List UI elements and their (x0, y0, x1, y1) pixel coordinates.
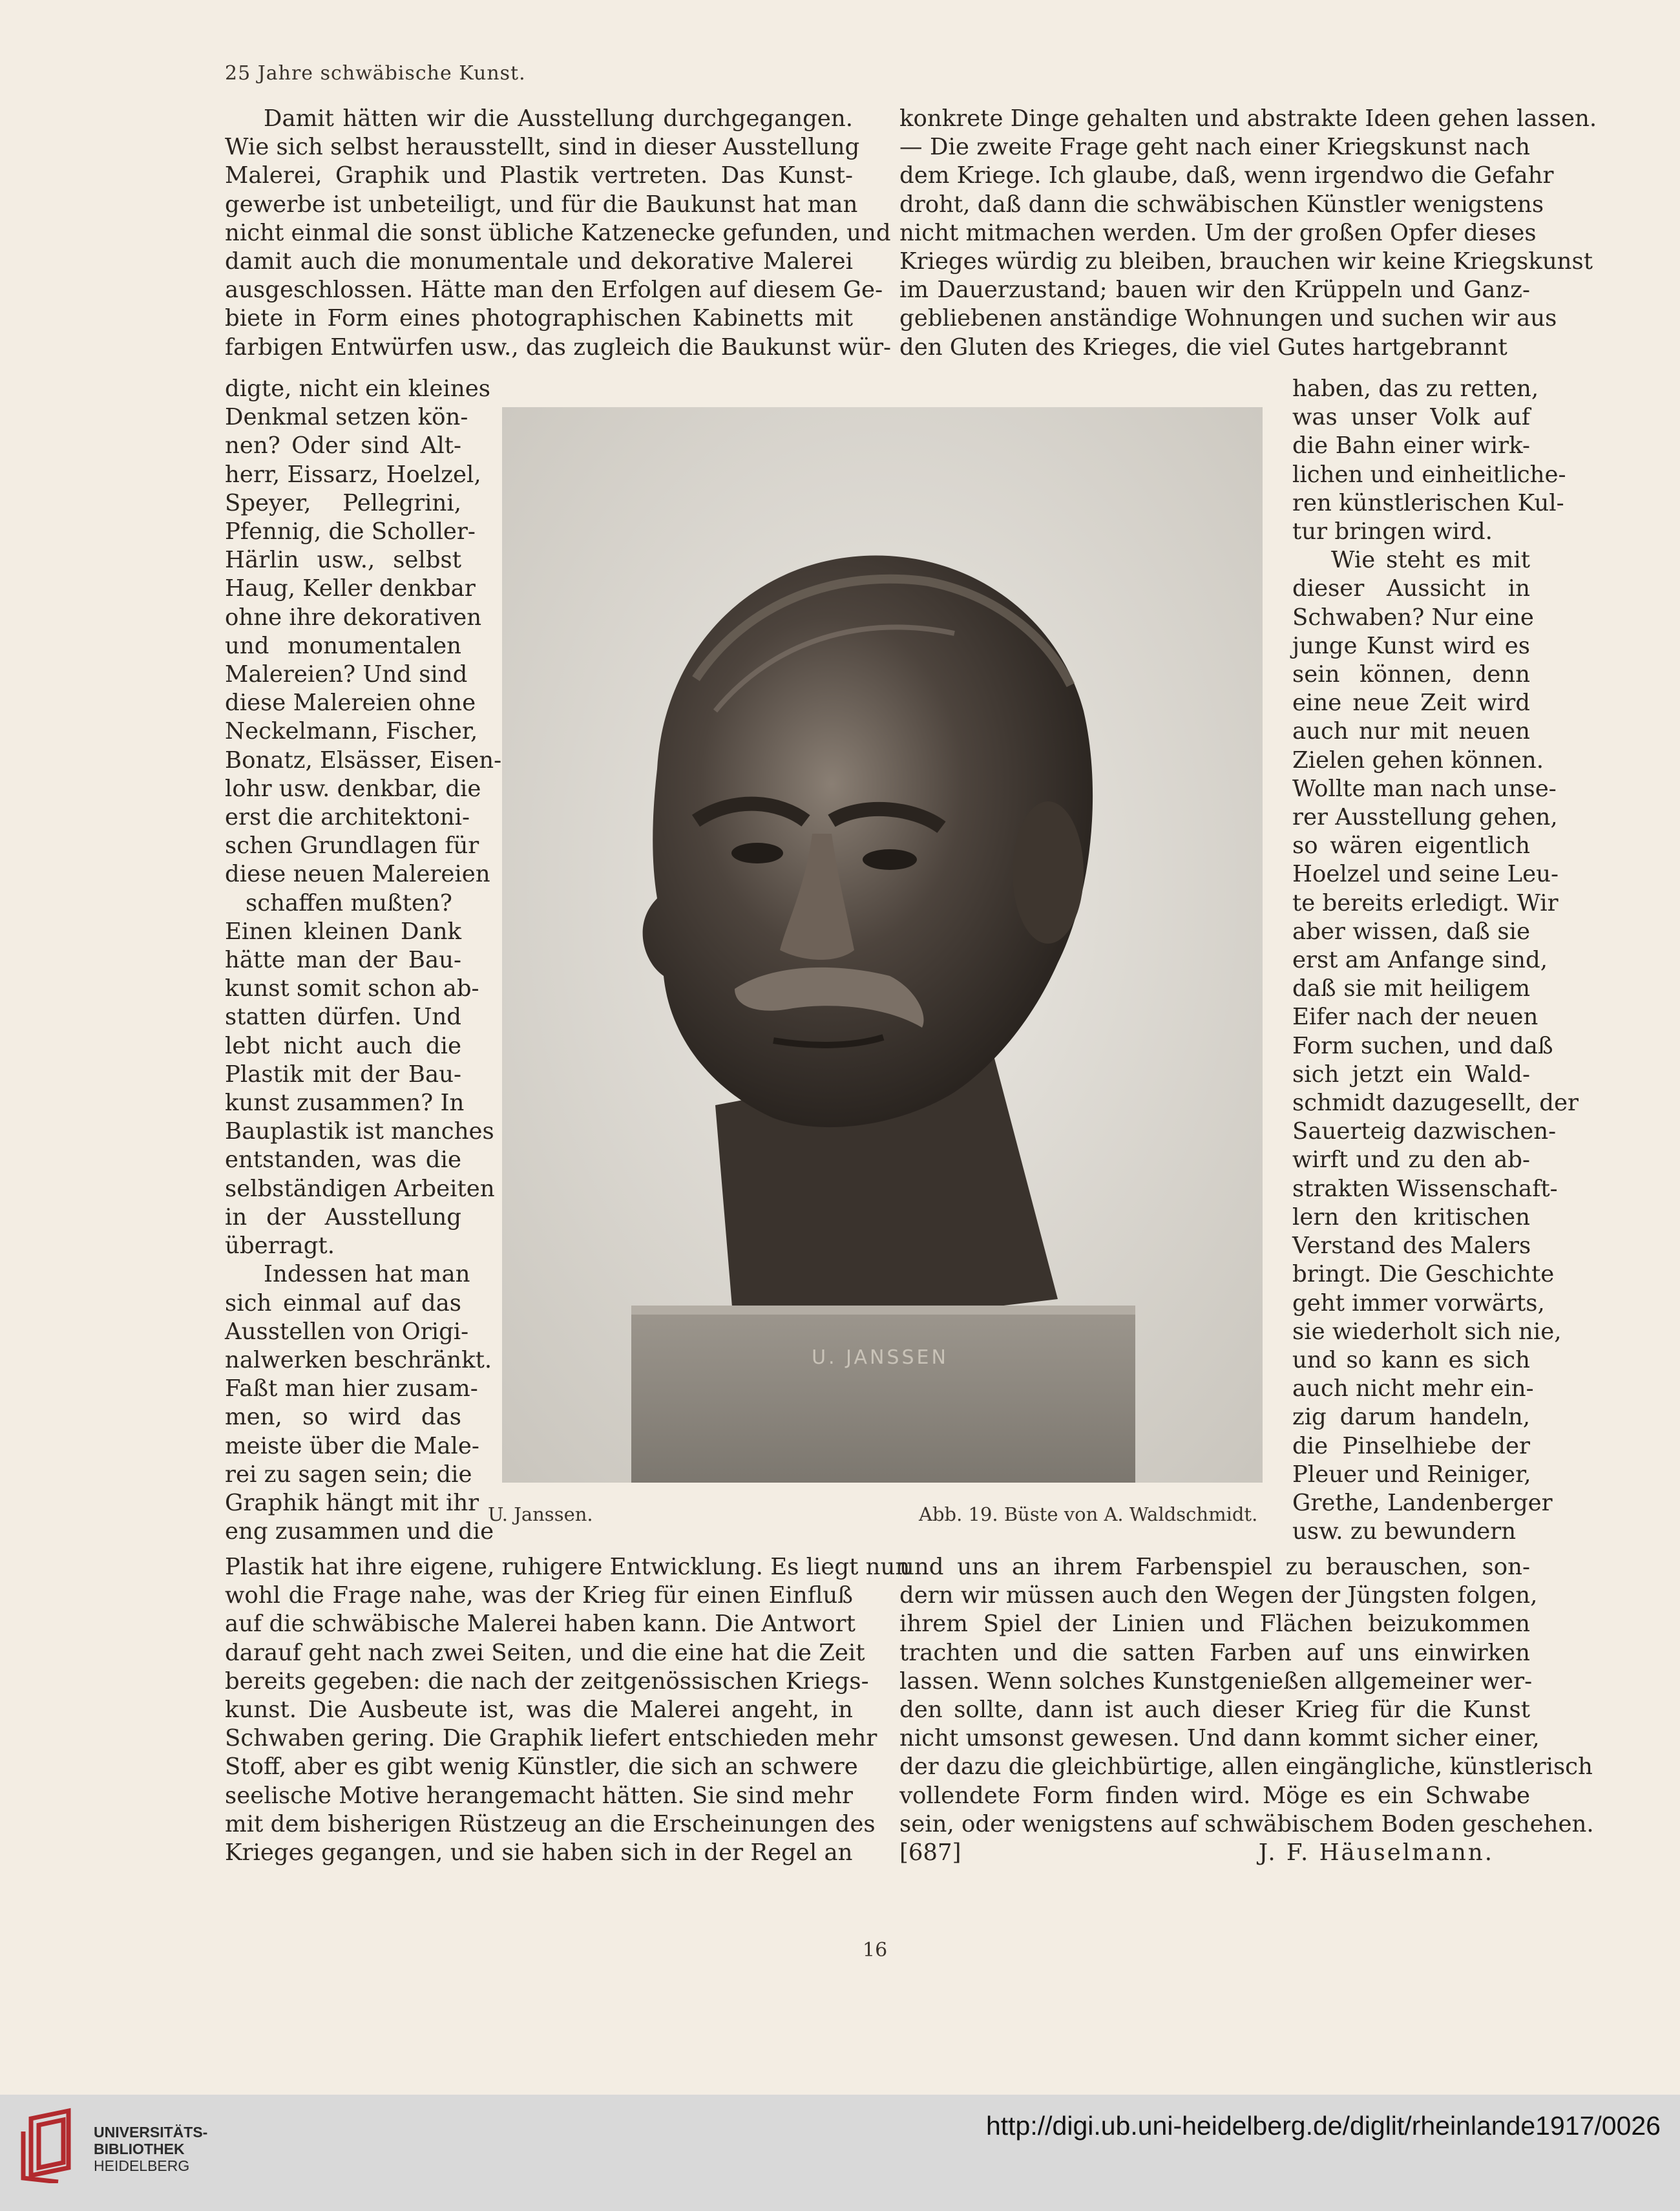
text-line: damit auch die monumentale und dekorative Malerei (225, 248, 853, 275)
text-line: kunst zusammen? In (225, 1090, 465, 1117)
text-line: ohne ihre dekorativen (225, 604, 482, 631)
text-line: Härlin usw., selbst (225, 547, 461, 574)
text-line: auf die schwäbische Malerei haben kann. Die Antwort (225, 1611, 856, 1638)
running-header: 25 Jahre schwäbische Kunst. (225, 62, 526, 85)
text-line: Pleuer und Reiniger, (1292, 1461, 1531, 1488)
text-line: Indessen hat man (264, 1261, 470, 1288)
text-line: Malereien? Und sind (225, 661, 468, 688)
text-line: Wie sich selbst herausstellt, sind in dieser Ausstellung (225, 134, 860, 161)
text-line: darauf geht nach zwei Seiten, und die eine hat die Zeit (225, 1639, 865, 1666)
text-line: hätte man der Bau- (225, 947, 461, 974)
text-line: diese Malereien ohne (225, 690, 476, 717)
text-line: die Pinselhiebe der (1292, 1432, 1530, 1459)
left-para2-full (225, 1553, 910, 1867)
text-line: zig darum handeln, (1292, 1404, 1530, 1431)
text-line: Verstand des Malers (1292, 1232, 1531, 1260)
text-line: eine neue Zeit wird (1292, 690, 1530, 717)
reference-number: [687] (899, 1839, 961, 1867)
text-line: strakten Wissenschaft- (1292, 1175, 1558, 1202)
text-line: Haug, Keller denkbar (225, 575, 476, 602)
right-top-full (899, 105, 1597, 362)
text-line: schmidt dazugesellt, der (1292, 1090, 1579, 1117)
text-line: Denkmal setzen kön- (225, 404, 468, 431)
bust-photograph (502, 407, 1263, 1483)
source-url-link[interactable]: http://digi.ub.uni-heidelberg.de/diglit/rheinlande1917/0026 (985, 2111, 1661, 2141)
text-line: Plastik hat ihre eigene, ruhigere Entwicklung. Es liegt nun (225, 1554, 910, 1580)
text-line: nicht umsonst gewesen. Und dann kommt sicher einer, (899, 1725, 1540, 1752)
text-line: den sollte, dann ist auch dieser Krieg für die Kunst (899, 1697, 1530, 1724)
text-line: wohl die Frage nahe, was der Krieg für einen Einfluß (225, 1582, 853, 1609)
text-line: selbständigen Arbeiten (225, 1175, 495, 1202)
text-line: Damit hätten wir die Ausstellung durchgegangen. (264, 105, 853, 132)
text-line: digte, nicht ein kleines (225, 376, 490, 402)
text-line: sich jetzt ein Wald- (1292, 1061, 1530, 1088)
text-line: Graphik hängt mit ihr (225, 1489, 479, 1516)
text-line: vollendete Form finden wird. Möge es ein Schwabe (899, 1782, 1530, 1809)
text-line: diese neuen Malereien (225, 861, 490, 888)
text-line: den Gluten des Krieges, die viel Gutes hartgebrannt (899, 333, 1507, 361)
text-line: nicht mitmachen werden. Um der großen Opfer dieses (899, 219, 1537, 246)
text-line: lebt nicht auch die (225, 1032, 461, 1059)
text-line: bringt. Die Geschichte (1292, 1261, 1555, 1288)
text-line: kunst. Die Ausbeute ist, was die Malerei angeht, in (225, 1697, 853, 1724)
library-logo-icon (18, 2106, 85, 2183)
text-line: eng zusammen und die (225, 1518, 494, 1545)
right-narrow-b (1292, 546, 1579, 1546)
text-line: biete in Form eines photographischen Kabinetts mit (225, 305, 853, 332)
text-line: nalwerken beschränkt. (225, 1346, 492, 1373)
text-line: Zielen gehen können. (1292, 746, 1544, 774)
text-line: Schwaben? Nur eine (1292, 604, 1534, 631)
text-line: nen? Oder sind Alt- (225, 432, 461, 460)
text-line: Malerei, Graphik und Plastik vertreten. Das Kunst- (225, 162, 853, 189)
text-line: herr, Eissarz, Hoelzel, (225, 461, 481, 488)
text-line: sein, oder wenigstens auf schwäbischem Boden geschehen. (899, 1810, 1594, 1837)
text-line: gewerbe ist unbeteiligt, und für die Baukunst hat man (225, 191, 858, 218)
left-column-bottom (225, 1553, 910, 1867)
text-line: haben, das zu retten, (1292, 376, 1539, 402)
left-para1-full (225, 105, 892, 362)
figure-caption: Abb. 19. Büste von A. Waldschmidt. (919, 1503, 1258, 1525)
text-line: die Bahn einer wirk- (1292, 432, 1530, 460)
text-line: te bereits erledigt. Wir (1292, 889, 1559, 916)
text-line: sich einmal auf das (225, 1289, 461, 1317)
text-line: men, so wird das (225, 1404, 461, 1431)
text-line: junge Kunst wird es (1292, 632, 1530, 659)
right-column-bottom (899, 1553, 1594, 1867)
text-line: auch nur mit neuen (1292, 718, 1530, 745)
text-line: Grethe, Landenberger (1292, 1489, 1553, 1516)
text-line: Ausstellen von Origi- (225, 1318, 469, 1345)
text-line: kunst somit schon ab- (225, 975, 479, 1002)
page-number: 16 (863, 1939, 888, 1962)
text-line: Krieges würdig zu bleiben, brauchen wir keine Kriegskunst (899, 248, 1593, 275)
text-line: tur bringen wird. (1292, 518, 1493, 545)
right-bottom-full (899, 1553, 1594, 1839)
text-line: Sauerteig dazwischen- (1292, 1118, 1557, 1145)
text-line: Wie steht es mit (1331, 547, 1530, 574)
text-line: gebliebenen anständige Wohnungen und suchen wir aus (899, 305, 1557, 332)
text-line: Pfennig, die Scholler- (225, 518, 476, 545)
text-line: lern den kritischen (1292, 1203, 1530, 1231)
text-line: lohr usw. denkbar, die (225, 775, 481, 802)
text-line: überragt. (225, 1232, 335, 1260)
text-line: Hoelzel und seine Leu- (1292, 861, 1559, 888)
text-line: bereits gegeben: die nach der zeitgenössischen Kriegs- (225, 1667, 869, 1695)
text-line: Einen kleinen Dank (225, 918, 461, 945)
text-line: nicht einmal die sonst übliche Katzenecke gefunden, und (225, 219, 891, 246)
text-line: rer Ausstellung gehen, (1292, 804, 1558, 831)
text-line: und monumentalen (225, 632, 461, 659)
text-line: sein können, denn (1292, 661, 1530, 688)
text-line: konkrete Dinge gehalten und abstrakte Ideen gehen lassen. (899, 105, 1597, 132)
left-para1-narrow (225, 375, 502, 1260)
left-column-top (225, 105, 892, 362)
text-line: daß sie mit heiligem (1292, 975, 1530, 1002)
text-line: ausgeschlossen. Hätte man den Erfolgen auf diesem Ge- (225, 277, 883, 304)
text-line: Neckelmann, Fischer, (225, 718, 478, 745)
text-line: ihrem Spiel der Linien und Flächen beizukommen (899, 1611, 1530, 1638)
text-line: dern wir müssen auch den Wegen der Jüngsten folgen, (899, 1582, 1538, 1609)
text-line: — Die zweite Frage geht nach einer Kriegskunst nach (899, 134, 1530, 161)
text-line: erst am Anfange sind, (1292, 947, 1548, 974)
text-line: auch nicht mehr ein- (1292, 1375, 1534, 1402)
text-line: Krieges gegangen, und sie haben sich in der Regel an (225, 1839, 853, 1867)
text-line: Schwaben gering. Die Graphik liefert entschieden mehr (225, 1725, 877, 1752)
text-line: wirft und zu den ab- (1292, 1147, 1530, 1174)
text-line: Form suchen, und daß (1292, 1032, 1553, 1059)
text-line: Wollte man nach unse- (1292, 775, 1557, 802)
text-line: Speyer, Pellegrini, (225, 489, 461, 516)
right-narrow-a (1292, 375, 1566, 546)
text-line: entstanden, was die (225, 1147, 461, 1174)
figure-caption-artist: U. Janssen. (488, 1503, 593, 1525)
author-signature: J. F. Häuselmann. (1258, 1839, 1494, 1867)
text-line: Bauplastik ist manches (225, 1118, 494, 1145)
text-line: Eifer nach der neuen (1292, 1004, 1538, 1031)
text-line: rei zu sagen sein; die (225, 1461, 472, 1488)
text-line: der dazu die gleichbürtige, allen eingängliche, künstlerisch (899, 1753, 1593, 1781)
text-line: seelische Motive herangemacht hätten. Sie sind mehr (225, 1782, 853, 1809)
library-name: UNIVERSITÄTS- BIBLIOTHEK HEIDELBERG (94, 2124, 208, 2174)
text-line: schen Grundlagen für (225, 832, 479, 860)
text-line: und uns an ihrem Farbenspiel zu berauschen, son- (899, 1554, 1530, 1580)
text-line: statten dürfen. Und (225, 1004, 461, 1031)
text-line: trachten und die satten Farben auf uns einwirken (899, 1639, 1530, 1666)
text-line: farbigen Entwürfen usw., das zugleich die Baukunst wür- (225, 333, 892, 361)
text-line: sie wiederholt sich nie, (1292, 1318, 1562, 1345)
text-line: schaffen mußten? (246, 889, 452, 916)
pedestal-inscription: U. JANSSEN (812, 1346, 949, 1369)
text-line: Stoff, aber es gibt wenig Künstler, die sich an schwere (225, 1753, 858, 1781)
text-line: aber wissen, daß sie (1292, 918, 1530, 945)
text-line: so wären eigentlich (1292, 832, 1530, 860)
text-line: dieser Aussicht in (1292, 575, 1530, 602)
text-line: im Dauerzustand; bauen wir den Krüppeln und Ganz- (899, 277, 1530, 304)
left-para2-narrow (225, 1260, 494, 1546)
text-line: meiste über die Male- (225, 1432, 479, 1459)
text-line: Bonatz, Elsässer, Eisen- (225, 746, 502, 774)
text-line: erst die architektoni- (225, 804, 470, 831)
text-line: mit dem bisherigen Rüstzeug an die Erscheinungen des (225, 1810, 876, 1837)
text-line: lichen und einheitliche- (1292, 461, 1566, 488)
text-line: und so kann es sich (1292, 1346, 1530, 1373)
right-column-narrow (1292, 375, 1579, 1546)
text-line: was unser Volk auf (1292, 404, 1530, 431)
right-column-top (899, 105, 1597, 362)
left-column-narrow (225, 375, 502, 1546)
text-line: dem Kriege. Ich glaube, daß, wenn irgendwo die Gefahr (899, 162, 1554, 189)
text-line: Plastik mit der Bau- (225, 1061, 461, 1088)
text-line: Faßt man hier zusam- (225, 1375, 478, 1402)
text-line: droht, daß dann die schwäbischen Künstler wenigstens (899, 191, 1544, 218)
text-line: lassen. Wenn solches Kunstgenießen allgemeiner wer- (899, 1667, 1533, 1695)
text-line: usw. zu bewundern (1292, 1518, 1517, 1545)
text-line: in der Ausstellung (225, 1203, 461, 1231)
text-line: ren künstlerischen Kul- (1292, 489, 1564, 516)
text-line: geht immer vorwärts, (1292, 1289, 1545, 1317)
